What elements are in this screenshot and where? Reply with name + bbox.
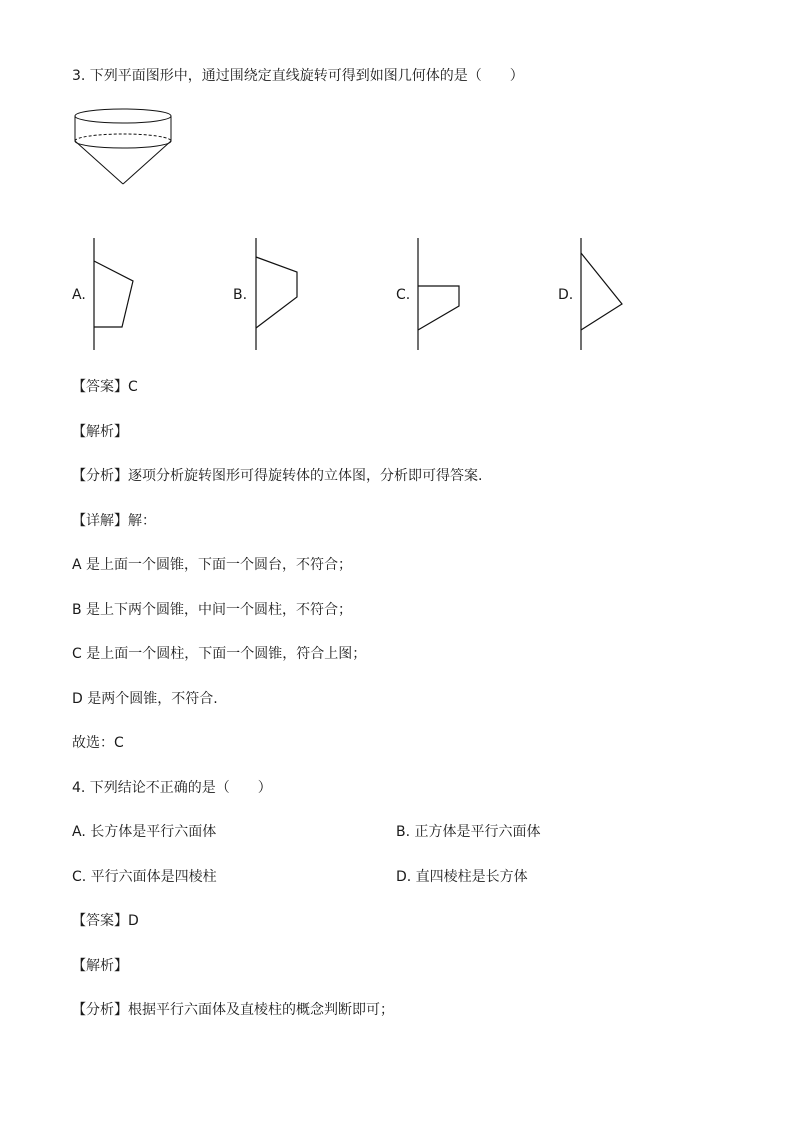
q4-stem: 4. 下列结论不正确的是（ ）	[72, 780, 272, 796]
q3-reference-solid-figure	[70, 104, 180, 190]
q3-option-b-figure	[250, 236, 400, 354]
q3-option-b-label: B.	[233, 287, 248, 303]
q3-option-a-figure	[88, 236, 238, 354]
q3-detail-c: C 是上面一个圆柱，下面一个圆锥，符合上图；	[72, 646, 367, 662]
q4-analysis-heading: 【解析】	[72, 958, 128, 974]
q4-option-b: B. 正方体是平行六面体	[396, 824, 541, 840]
q3-conclusion: 故选：C	[72, 735, 124, 751]
q3-analysis-heading: 【解析】	[72, 424, 128, 440]
q3-detail-a: A 是上面一个圆锥，下面一个圆台，不符合；	[72, 557, 353, 573]
q3-detail-heading: 【详解】解：	[72, 513, 156, 529]
q3-option-a-label: A.	[72, 287, 86, 303]
q3-answer: 【答案】C	[72, 379, 138, 395]
q4-option-a: A. 长方体是平行六面体	[72, 824, 217, 840]
q3-option-c-figure	[412, 236, 562, 354]
q4-option-c: C. 平行六面体是四棱柱	[72, 869, 217, 885]
q3-detail-b: B 是上下两个圆锥，中间一个圆柱，不符合；	[72, 602, 353, 618]
q3-detail-d: D 是两个圆锥，不符合.	[72, 691, 218, 707]
q3-option-c-label: C.	[396, 287, 411, 303]
q3-analysis-text: 【分析】逐项分析旋转图形可得旋转体的立体图，分析即可得答案.	[72, 468, 483, 484]
q3-option-d-figure	[575, 236, 725, 354]
q4-analysis-text: 【分析】根据平行六面体及直棱柱的概念判断即可；	[72, 1002, 394, 1018]
q3-stem: 3. 下列平面图形中，通过围绕定直线旋转可得到如图几何体的是（ ）	[72, 68, 524, 84]
q4-answer: 【答案】D	[72, 913, 139, 929]
q4-option-d: D. 直四棱柱是长方体	[396, 869, 528, 885]
q3-option-d-label: D.	[558, 287, 574, 303]
